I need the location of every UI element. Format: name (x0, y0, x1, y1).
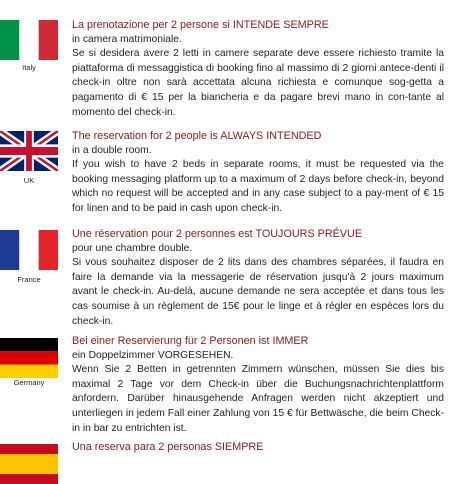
section-body: in camera matrimoniale. Se si desidera avere 2 letti in camere separate deve essere richiesto tramite la piattaforma di messaggistica di booking fino al massimo di 2 giorni antece-denti il check-in oltre non sarà accettata alcuna richiesta e comunque sog-getta a pagamento di € 15 per la biancheria e da pagare brevi mano in con-tante al momento del check-in. (72, 33, 444, 118)
italy-flag-icon (0, 20, 58, 60)
section-body: pour une chambre double. Si vous souhaitez disposer de 2 lits dans des chambres séparées, il faudra en faire la demande via la messagerie de réservation jusqu'à 2 jours maximum avant le check-in. Au-delà, aucune demande ne sera acceptée et dans tous les cas soumise à un règlement de 15€ pour le linge et à régler en espèces lors du check-in. (72, 242, 444, 327)
section-body: in a double room. If you wish to have 2 beds in separate rooms, it must be requested via the booking messaging platform up to a maximum of 2 days before check-in, beyond which no request will be accepted and in any case subject to a pay-ment of € 15 for linen and to be paid in cash upon check-in. (72, 144, 444, 214)
section-body: ein Doppelzimmer VORGESEHEN. Wenn Sie 2 Betten in getrennten Zimmern wünschen, müssen Sie dies bis maximal 2 Tage vor dem Check-in über die Buchungsnachrichtenplattform anfordern. Darüber hinausgehende Anfragen werden nicht akzeptiert und unterliegen in jedem Fall einer Zahlung von 15 € für Bettwäsche, die beim Check-in in bar zu entrichten ist. (72, 349, 444, 434)
section-heading: La prenotazione per 2 persone si INTENDE SEMPRE (72, 19, 329, 31)
section-heading: Une réservation pour 2 personnes est TOUJOURS PRÉVUE (72, 228, 363, 240)
country-label: Italy (22, 63, 36, 72)
france-flag-icon (0, 230, 58, 270)
section-heading: Una reserva para 2 personas SIEMPRE (72, 441, 264, 453)
country-label: France (17, 275, 41, 284)
section-heading: The reservation for 2 people is ALWAYS INTENDED (72, 130, 322, 142)
germany-flag-icon (0, 338, 58, 378)
uk-flag-icon (0, 131, 58, 171)
section-heading: Bei einer Reservierung für 2 Personen ist IMMER (72, 335, 309, 347)
country-label: Germany (13, 378, 45, 387)
spain-flag-icon (0, 444, 58, 484)
country-label: UK (23, 176, 35, 185)
